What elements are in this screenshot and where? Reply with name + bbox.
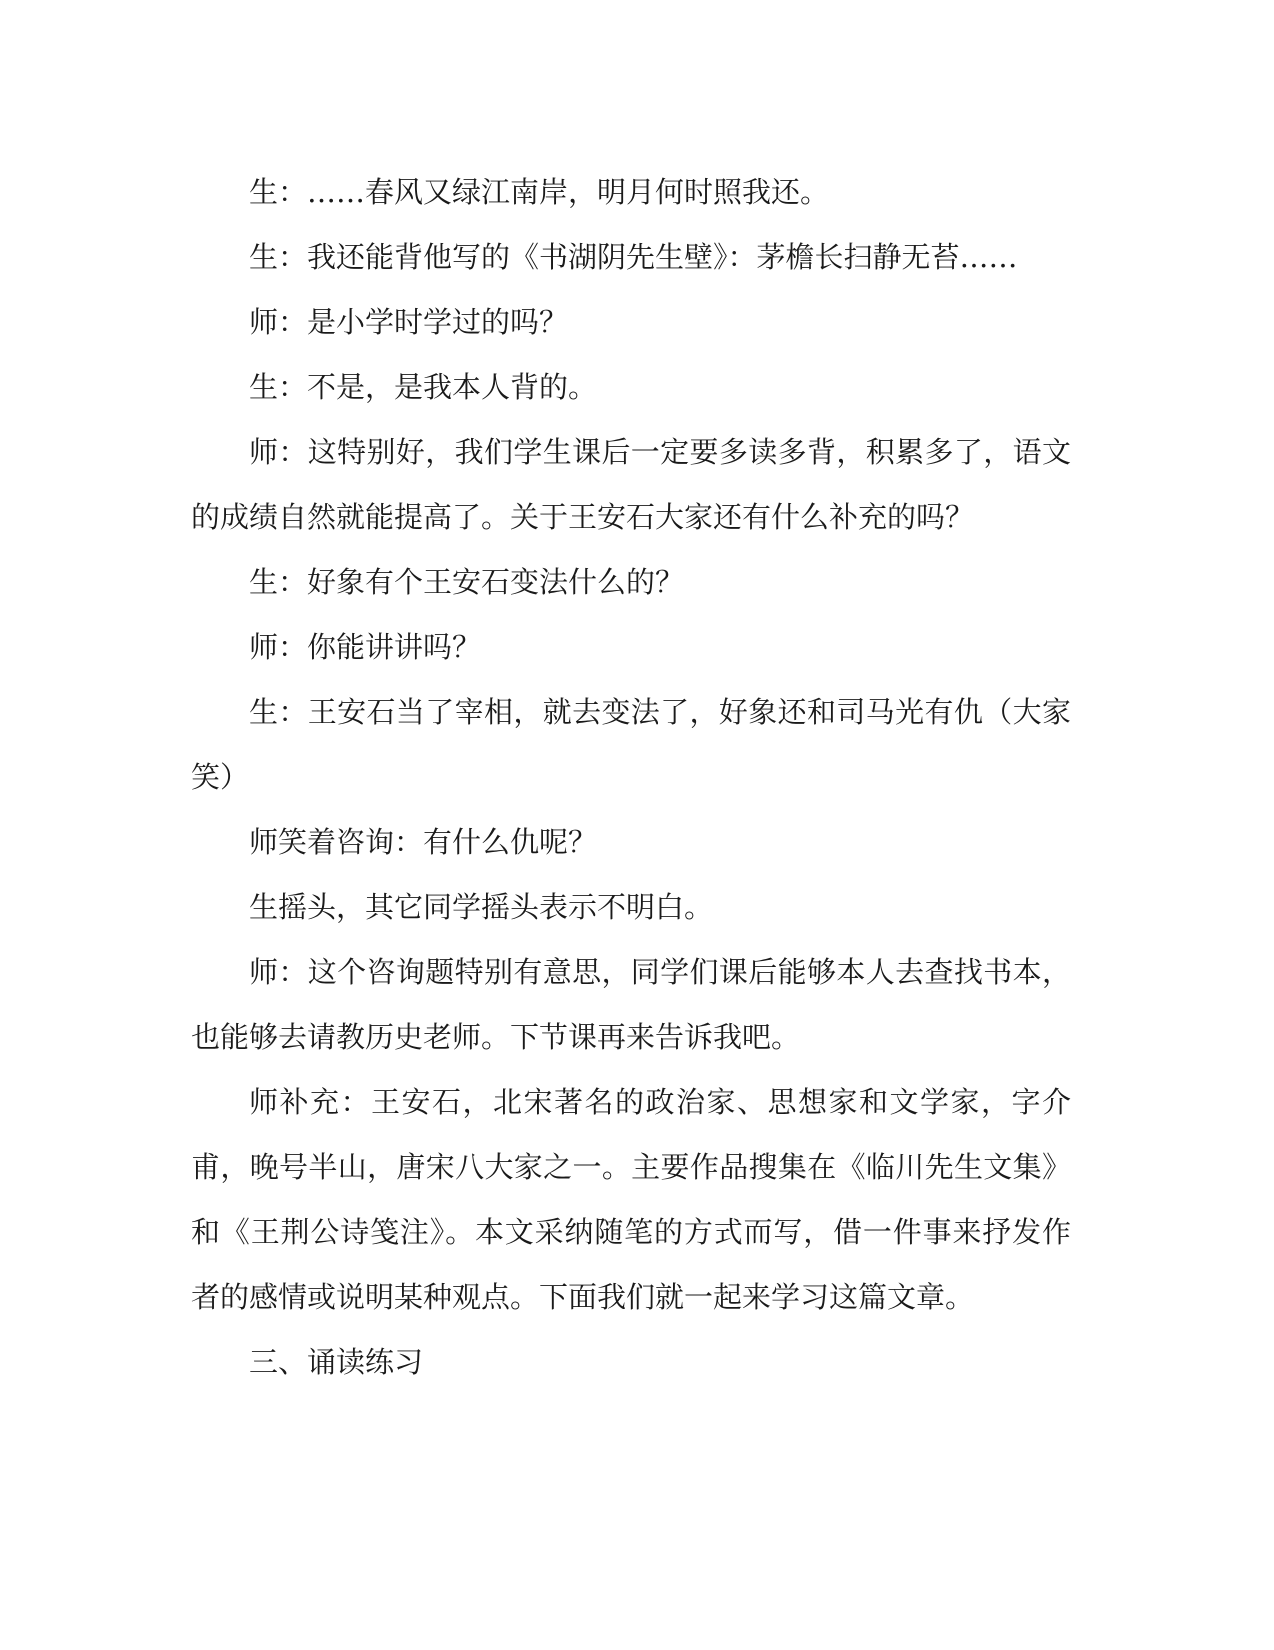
paragraph: 师：这特别好，我们学生课后一定要多读多背，积累多了，语文的成绩自然就能提高了。关于王安石大家还有什么补充的吗？ bbox=[191, 435, 1071, 534]
paragraph: 生：我还能背他写的《书湖阴先生壁》：茅檐长扫静无苔…… bbox=[249, 240, 1018, 274]
paragraph: 师：这个咨询题特别有意思，同学们课后能够本人去查找书本，也能够去请教历史老师。下节课再来告诉我吧。 bbox=[191, 955, 1071, 1054]
paragraph: 师：你能讲讲吗？ bbox=[249, 630, 482, 664]
document-body bbox=[191, 160, 1071, 1395]
paragraph: 师：是小学时学过的吗？ bbox=[249, 305, 569, 339]
paragraph: 师补充：王安石，北宋著名的政治家、思想家和文学家，字介甫，晚号半山，唐宋八大家之一。主要作品搜集在《临川先生文集》和《王荆公诗笺注》。本文采纳随笔的方式而写，借一件事来抒发作者的感情或说明某种观点。下面我们就一起来学习这篇文章。 bbox=[191, 1085, 1071, 1314]
paragraph: 生摇头，其它同学摇头表示不明白。 bbox=[249, 890, 714, 924]
paragraph: 生：……春风又绿江南岸，明月何时照我还。 bbox=[249, 175, 830, 209]
paragraph: 生：不是，是我本人背的。 bbox=[249, 370, 598, 404]
section-heading: 三、诵读练习 bbox=[249, 1345, 424, 1379]
paragraph: 生：王安石当了宰相，就去变法了，好象还和司马光有仇（大家笑） bbox=[191, 695, 1071, 794]
paragraph: 生：好象有个王安石变法什么的？ bbox=[249, 565, 685, 599]
paragraph: 师笑着咨询：有什么仇呢？ bbox=[249, 825, 598, 859]
